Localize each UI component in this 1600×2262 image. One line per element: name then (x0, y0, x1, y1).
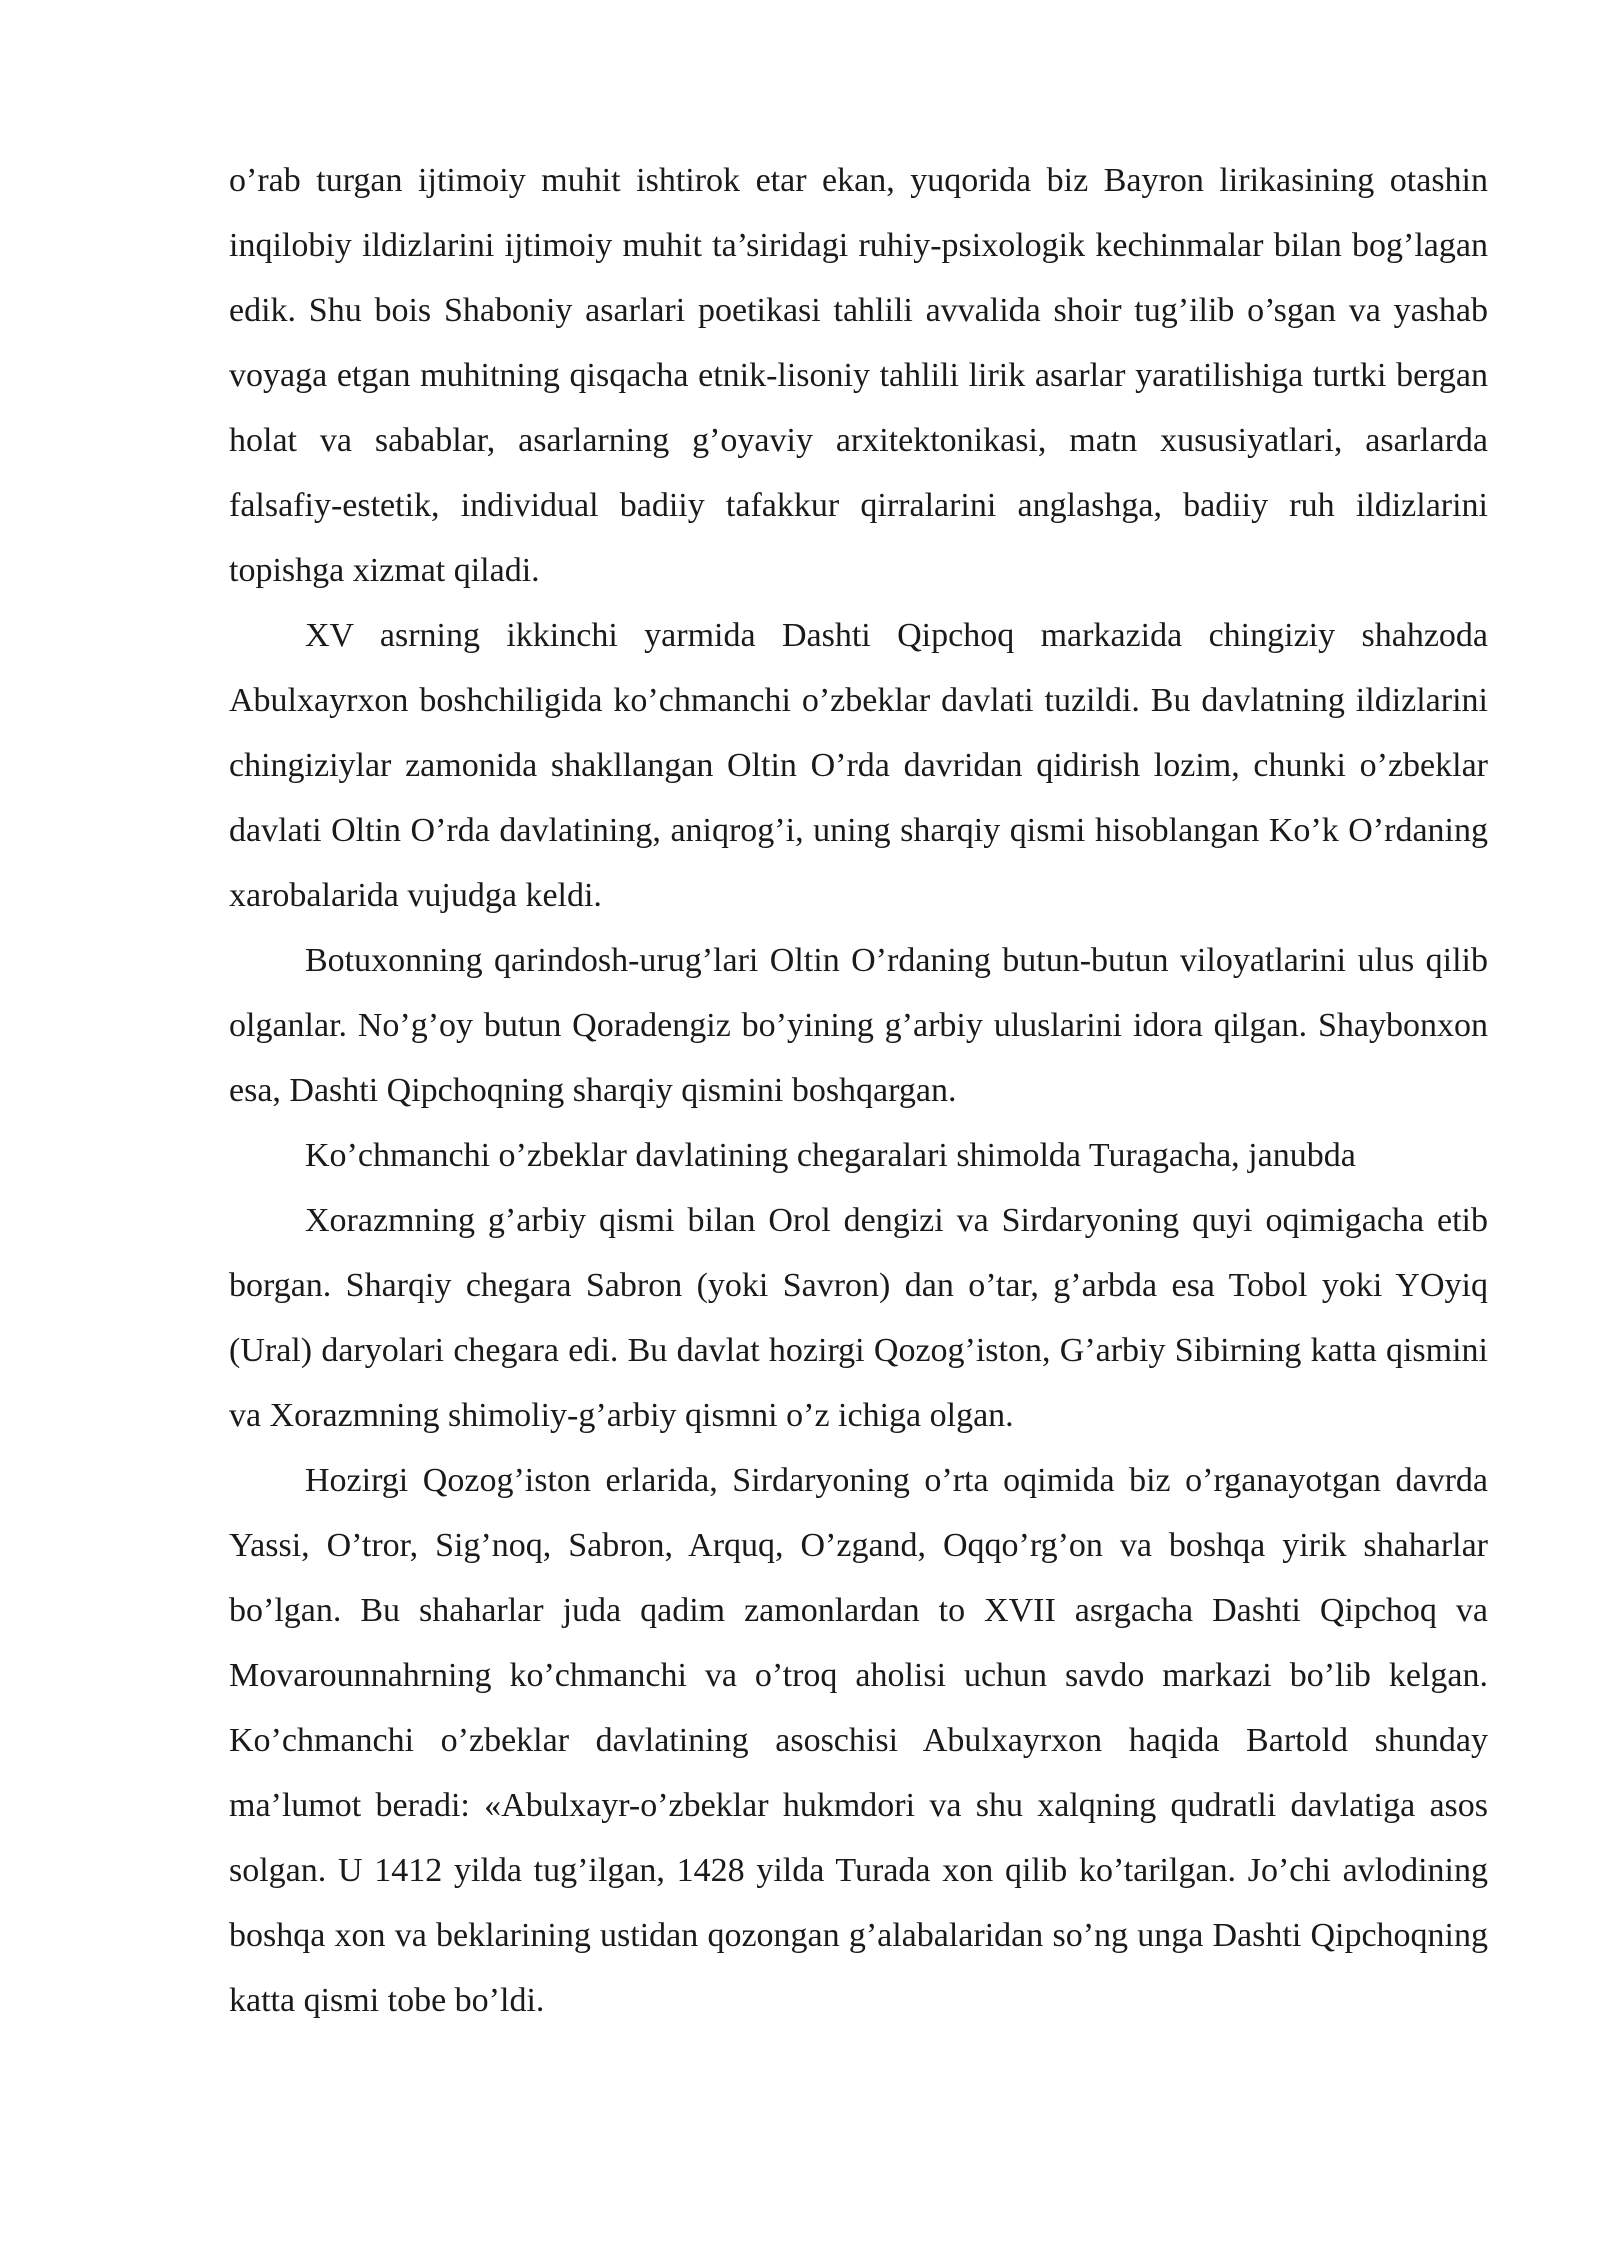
paragraph-botuxon-relatives: Botuxonning qarindosh-urug’lari Oltin O’rdaning butun-butun viloyatlarini ulus qilib olganlar. No’g’oy butun Qoradengiz bo’yining g’arbiy uluslarini idora qilgan. Shaybonxon esa, Dashti Qipchoqning sharqiy qismini boshqargan. (229, 942, 1488, 1109)
paragraph-kazakhstan-cities: Hozirgi Qozog’iston erlarida, Sirdaryoning o’rta oqimida biz o’rganayotgan davrda Yassi, O’tror, Sig’noq, Sabron, Arquq, O’zgand, Oqqo’rg’on va boshqa yirik shaharlar bo’lgan. Bu shaharlar juda qadim zamonlardan to XVII asrgacha Dashti Qipchoq va Movarounnahrning ko’chmanchi va o’troq aholisi uchun savdo markazi bo’lib kelgan. Ko’chmanchi o’zbeklar davlatining asoschisi Abulxayrxon haqida Bartold shunday ma’lumot beradi: «Abulxayr-o’zbeklar hukmdori va shu xalqning qudratli davlatiga asos solgan. U 1412 yilda tug’ilgan, 1428 yilda Turada xon qilib ko’tarilgan. Jo’chi avlodining boshqa xon va beklarining ustidan qozongan g’alabalaridan so’ng unga Dashti Qipchoqning katta qismi tobe bo’ldi. (229, 1462, 1488, 2019)
paragraph-state-borders: Ko’chmanchi o’zbeklar davlatining chegaralari shimolda Turagacha, janubda (305, 1137, 1356, 1174)
paragraph-abulxayrxon-state: XV asrning ikkinchi yarmida Dashti Qipchoq markazida chingiziy shahzoda Abulxayrxon boshchiligida ko’chmanchi o’zbeklar davlati tuzildi. Bu davlatning ildizlarini chingiziylar zamonida shakllangan Oltin O’rda davridan qidirish lozim, chunki o’zbeklar davlati Oltin O’rda davlatining, aniqrog’i, uning sharqiy qismi hisoblangan Ko’k O’rdaning xarobalarida vujudga keldi. (229, 617, 1488, 914)
paragraph-social-environment: o’rab turgan ijtimoiy muhit ishtirok etar ekan, yuqorida biz Bayron lirikasining otashin inqilobiy ildizlarini ijtimoiy muhit ta’siridagi ruhiy-psixologik kechinmalar bilan bog’lagan edik. Shu bois Shaboniy asarlari poetikasi tahlili avvalida shoir tug’ilib o’sgan va yashab voyaga etgan muhitning qisqacha etnik-lisoniy tahlili lirik asarlar yaratilishiga turtki bergan holat va sabablar, asarlarning g’oyaviy arxitektonikasi, matn xususiyatlari, asarlarda falsafiy-estetik, individual badiiy tafakkur qirralarini anglashga, badiiy ruh ildizlarini topishga xizmat qiladi. (229, 162, 1488, 589)
document-page (229, 148, 1488, 2033)
paragraph-khorezm-borders: Xorazmning g’arbiy qismi bilan Orol dengizi va Sirdaryoning quyi oqimigacha etib borgan. Sharqiy chegara Sabron (yoki Savron) dan o’tar, g’arbda esa Tobol yoki YOyiq (Ural) daryolari chegara edi. Bu davlat hozirgi Qozog’iston, G’arbiy Sibirning katta qismini va Xorazmning shimoliy-g’arbiy qismni o’z ichiga olgan. (229, 1202, 1488, 1434)
